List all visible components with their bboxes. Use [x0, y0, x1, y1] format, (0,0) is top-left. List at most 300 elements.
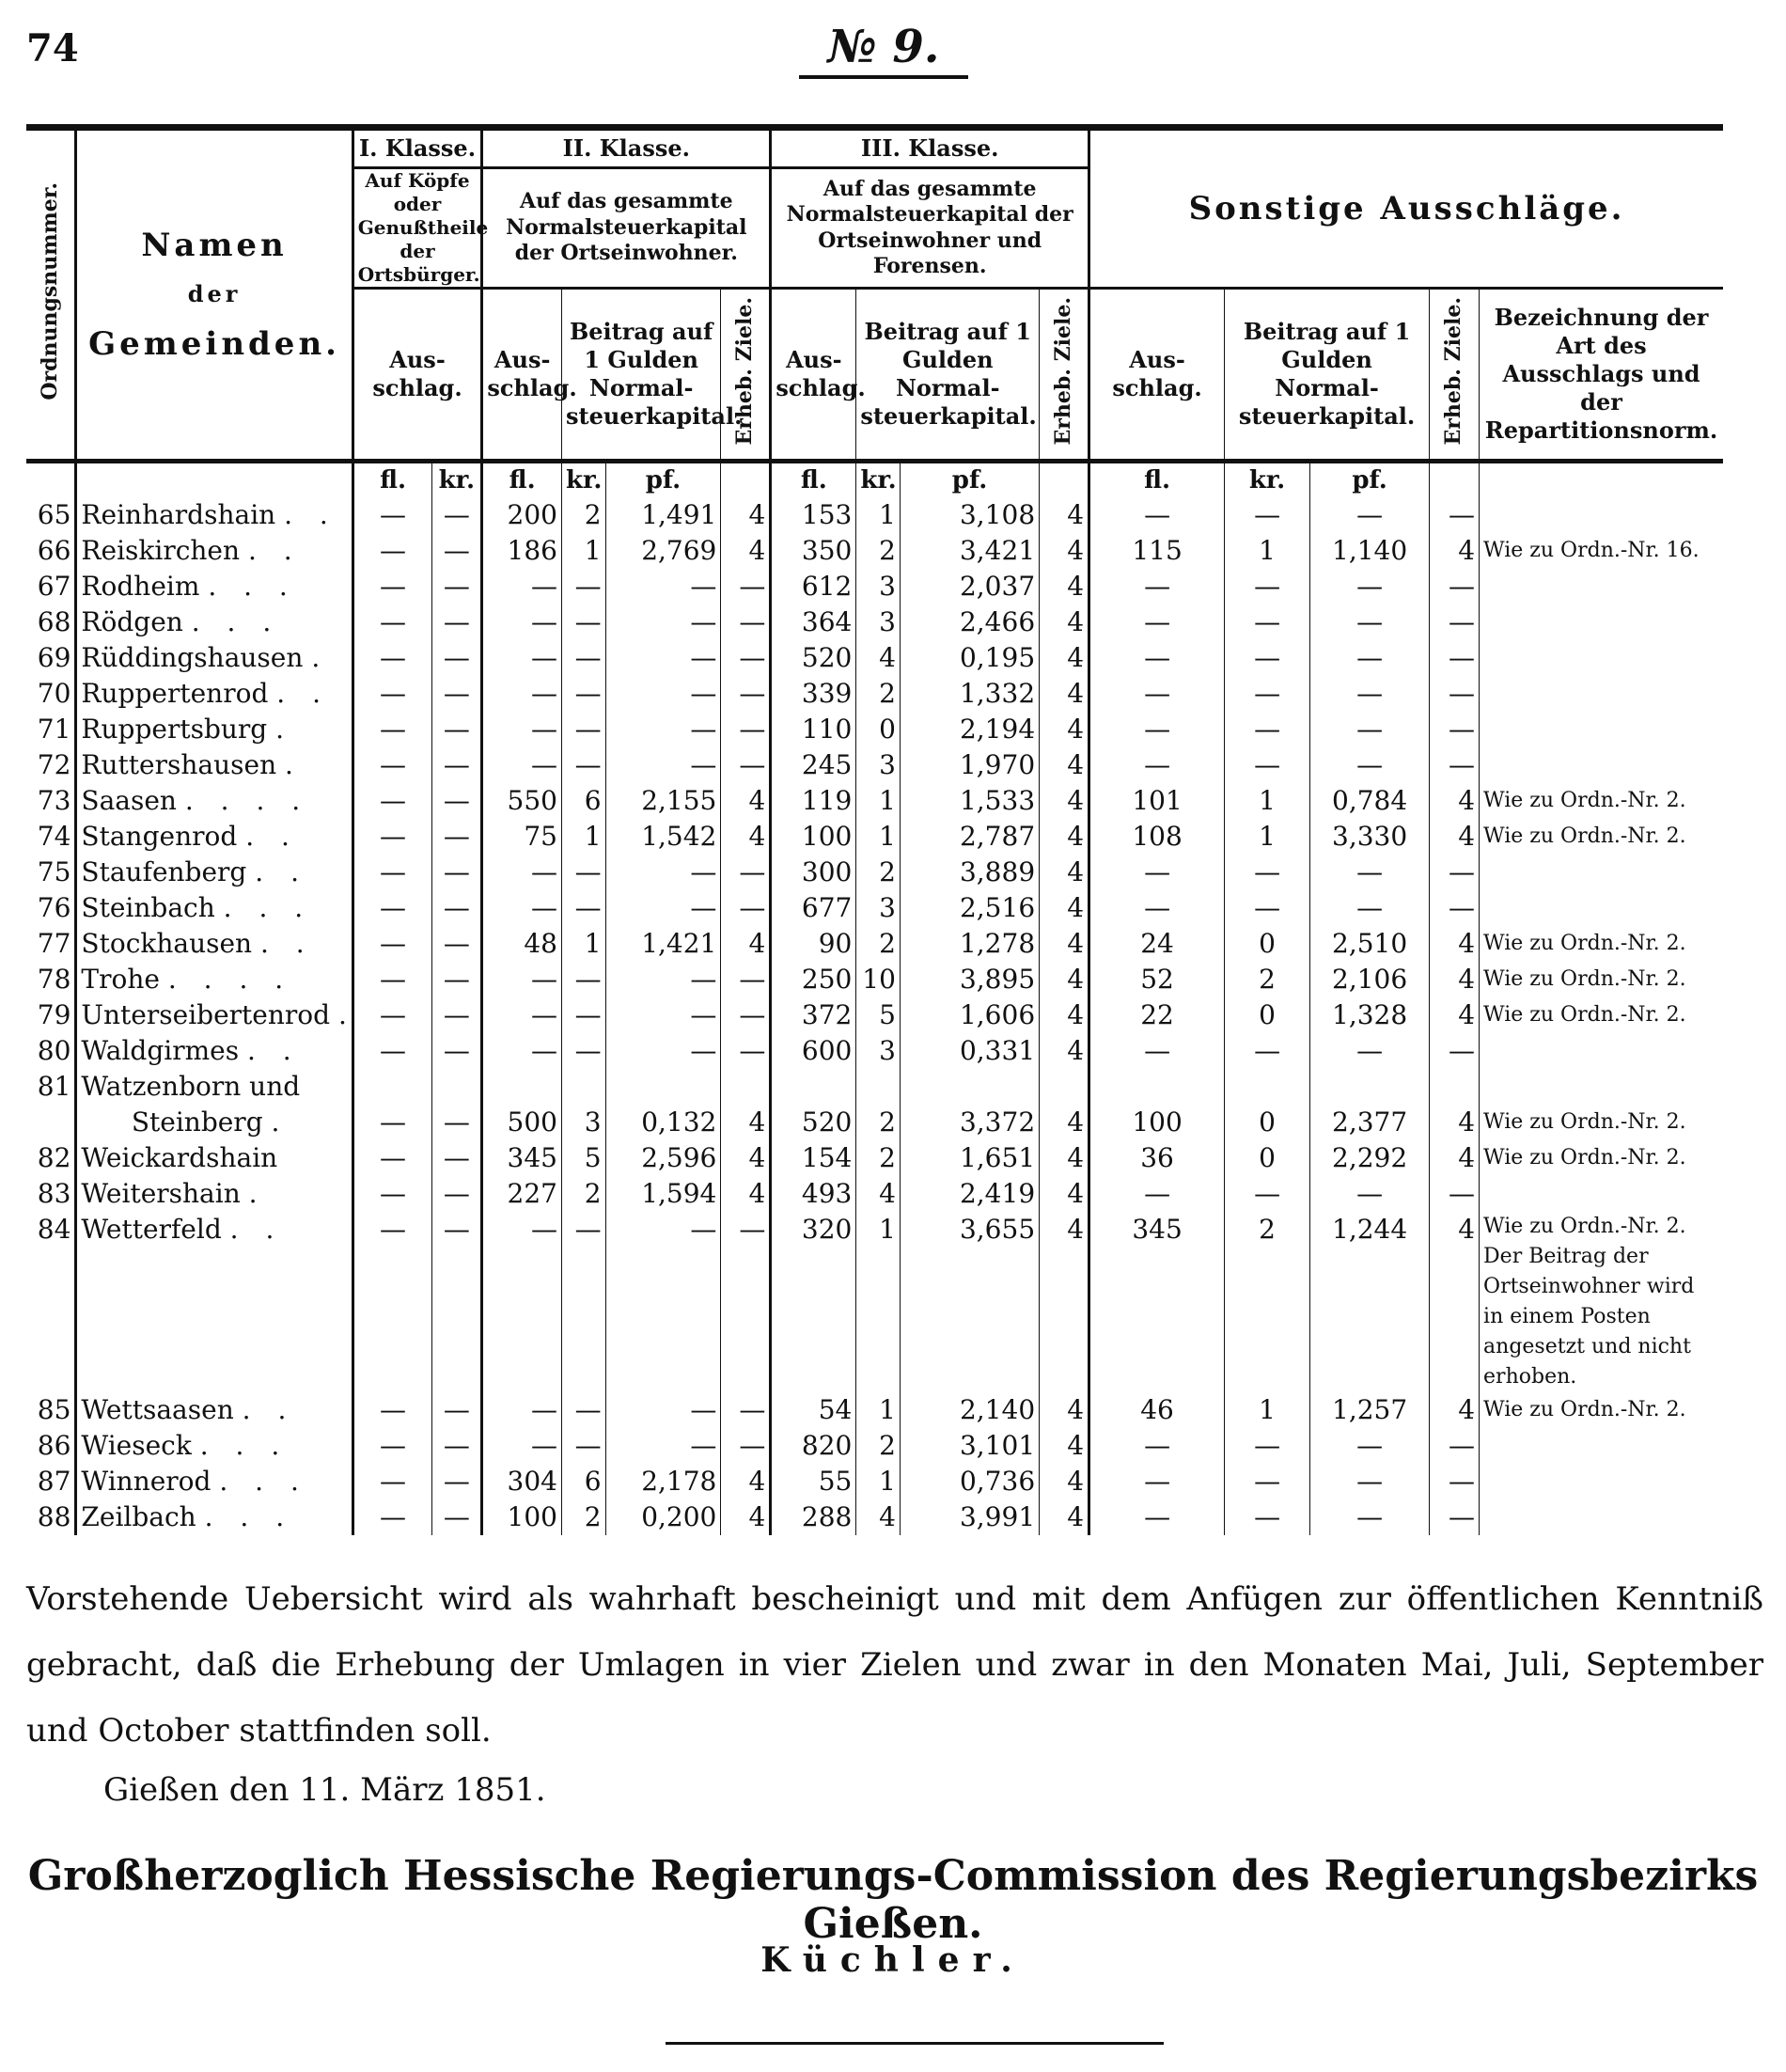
cell-k3-z: 4 [1040, 712, 1089, 747]
s-ausschlag-header: Aus-schlag. [1089, 289, 1225, 462]
cell-s-pf: — [1310, 747, 1430, 783]
cell-k2-kr: — [562, 676, 606, 712]
k2-ausschlag-header: Aus-schlag. [482, 289, 562, 462]
cell-k2-kr: — [562, 855, 606, 890]
cell-k3-aus: 300 [771, 855, 856, 890]
cell-name [76, 997, 356, 1033]
table-row [26, 855, 1723, 890]
leader-dots: . . [276, 678, 330, 709]
cell-remark [1480, 1176, 1723, 1212]
cell-k2-z: — [721, 640, 771, 676]
leader-dots: . . . . [167, 964, 293, 995]
leader-dots: . . . [208, 571, 297, 602]
cell-nr: 67 [37, 571, 71, 602]
cell-k3-aus: 54 [771, 1392, 856, 1428]
cell-k1-kr: — [432, 1140, 482, 1176]
cell-nr: 78 [37, 964, 71, 995]
cell-k2-kr: 3 [562, 1105, 606, 1140]
cell-name [76, 533, 352, 569]
municipality-name: Stangenrod [81, 821, 238, 852]
cell-s-kr: — [1225, 855, 1310, 890]
cell-nr: 69 [37, 642, 71, 673]
cell-nr: 81 [37, 1071, 71, 1102]
cell-nr [26, 1105, 76, 1140]
table-row [26, 1464, 1723, 1499]
leader-dots: . . . [204, 1501, 294, 1532]
cell-k2-kr: — [562, 962, 606, 997]
cell-nr: 70 [37, 678, 71, 709]
page-number: 74 [26, 26, 79, 71]
cell-s-aus: — [1089, 890, 1225, 926]
cell-s-pf: — [1310, 676, 1430, 712]
cell-k2-pf: 1,491 [605, 497, 721, 533]
table-row [26, 890, 1723, 926]
cell-k1-kr: — [432, 997, 482, 1033]
cell-k1-fl: — [352, 962, 432, 997]
cell-name [76, 1033, 352, 1069]
cell-s-kr: — [1225, 604, 1310, 640]
cell-k3-z: 4 [1040, 1033, 1089, 1069]
cell-s-kr: — [1225, 890, 1310, 926]
cell-k1-kr: — [432, 1033, 482, 1069]
cell-k2-aus: 186 [482, 533, 562, 569]
cell-s-pf: 1,257 [1310, 1392, 1430, 1428]
leader-dots: . [271, 1107, 290, 1138]
cell-k1-kr: — [432, 569, 482, 604]
cell-k3-z [1040, 1069, 1089, 1105]
cell-k2-kr: 2 [562, 1499, 606, 1535]
cell-k1-kr [432, 1069, 482, 1105]
cell-k3-kr: 2 [856, 676, 901, 712]
cell-k2-pf: — [605, 676, 721, 712]
cell-s-z: 4 [1430, 926, 1480, 962]
cell-s-z: 4 [1430, 1392, 1480, 1428]
leader-dots: . [248, 1178, 267, 1209]
cell-name [76, 747, 352, 783]
cell-k3-kr: 2 [856, 1428, 901, 1464]
issuing-authority: Großherzoglich Hessische Regierungs-Commission des Regierungsbezirks Gießen. [27, 1852, 1759, 1948]
cell-name [76, 819, 352, 855]
cell-k3-kr: 3 [856, 747, 901, 783]
cell-k2-aus: — [482, 1428, 562, 1464]
table-row [26, 497, 1723, 533]
municipality-name: Ruppertsburg [81, 714, 268, 745]
cell-k2-kr: 6 [562, 1464, 606, 1499]
cell-s-pf [1310, 1069, 1430, 1105]
cell-s-aus: — [1089, 1464, 1225, 1499]
cell-s-aus: 108 [1089, 819, 1225, 855]
cell-k3-pf: 3,372 [900, 1105, 1039, 1140]
cell-s-kr: 1 [1225, 819, 1310, 855]
cell-k3-z: 4 [1040, 1428, 1089, 1464]
table-row [26, 1428, 1723, 1464]
cell-k2-pf [605, 1069, 721, 1105]
cell-k2-pf: — [605, 712, 721, 747]
s-ziele-header: Erheb. Ziele. [1430, 289, 1480, 462]
cell-k3-aus: 245 [771, 747, 856, 783]
cell-s-aus: 100 [1089, 1105, 1225, 1140]
cell-s-aus: 22 [1089, 997, 1225, 1033]
date-line: Gießen den 11. März 1851. [103, 1771, 546, 1809]
cell-k3-aus: 288 [771, 1499, 856, 1535]
cell-k3-aus: 364 [771, 604, 856, 640]
cell-s-z: — [1430, 712, 1480, 747]
cell-k1-kr: — [432, 1428, 482, 1464]
cell-k2-pf: — [605, 890, 721, 926]
cell-k2-pf: 0,200 [605, 1499, 721, 1535]
cell-s-pf: — [1310, 1033, 1430, 1069]
cell-k2-kr: — [562, 1212, 606, 1392]
cell-k1-fl: — [352, 855, 432, 890]
cell-nr: 71 [37, 714, 71, 745]
cell-k2-z: — [721, 712, 771, 747]
cell-s-kr: — [1225, 1499, 1310, 1535]
cell-k2-z: — [721, 890, 771, 926]
cell-nr: 76 [37, 892, 71, 923]
cell-k2-z: — [721, 676, 771, 712]
cell-k1-kr: — [432, 1499, 482, 1535]
cell-s-pf: — [1310, 1464, 1430, 1499]
cell-k2-pf: 2,178 [605, 1464, 721, 1499]
cell-k2-pf: — [605, 962, 721, 997]
cell-name [76, 1428, 352, 1464]
cell-k2-pf: 0,132 [605, 1105, 721, 1140]
cell-s-aus: — [1089, 497, 1225, 533]
municipality-name: Wettsaasen [81, 1394, 234, 1425]
table-body [26, 497, 1723, 1535]
cell-k3-pf: 1,332 [900, 676, 1039, 712]
cell-k3-z: 4 [1040, 533, 1089, 569]
cell-k2-z: 4 [721, 1176, 771, 1212]
cell-k2-pf: — [605, 569, 721, 604]
cell-nr: 79 [37, 999, 71, 1030]
municipality-name: Ruppertenrod [81, 678, 269, 709]
ordnungsnummer-header: Ordnungsnummer. [26, 128, 76, 462]
cell-k2-pf: 2,769 [605, 533, 721, 569]
leader-dots: . . . . [184, 785, 310, 816]
cell-s-aus: — [1089, 1176, 1225, 1212]
cell-remark: Wie zu Ordn.-Nr. 2. [1480, 783, 1723, 819]
cell-k1-fl [352, 1069, 432, 1105]
leader-dots: . . [260, 928, 314, 959]
cell-k3-aus: 520 [771, 640, 856, 676]
cell-nr: 80 [37, 1035, 71, 1066]
cell-nr: 74 [37, 821, 71, 852]
klasse2-header: II. Klasse. [482, 128, 771, 168]
cell-s-kr: 0 [1225, 1105, 1310, 1140]
cell-k1-kr: — [432, 712, 482, 747]
table-row [26, 747, 1723, 783]
cell-k1-kr: — [432, 783, 482, 819]
cell-remark [1480, 1033, 1723, 1069]
table-row [26, 604, 1723, 640]
cell-remark [1480, 1428, 1723, 1464]
cell-remark [1480, 712, 1723, 747]
cell-k2-aus: 227 [482, 1176, 562, 1212]
cell-nr: 73 [37, 785, 71, 816]
cell-k3-z: 4 [1040, 604, 1089, 640]
cell-k2-aus: — [482, 855, 562, 890]
cell-s-aus: 24 [1089, 926, 1225, 962]
table-row [26, 640, 1723, 676]
cell-s-aus: 52 [1089, 962, 1225, 997]
cell-k1-fl: — [352, 1499, 432, 1535]
cell-k3-z: 4 [1040, 1140, 1089, 1176]
cell-k3-pf: 1,606 [900, 997, 1039, 1033]
cell-k3-aus [771, 1069, 856, 1105]
table-row [26, 997, 1723, 1033]
cell-k2-pf: — [605, 640, 721, 676]
cell-k3-pf: 3,889 [900, 855, 1039, 890]
cell-s-aus: 36 [1089, 1140, 1225, 1176]
cell-k2-aus: 200 [482, 497, 562, 533]
klasse2-subheader: Auf das gesammte Normalsteuerkapital der Ortseinwohner. [482, 168, 771, 289]
cell-k2-pf: 2,155 [605, 783, 721, 819]
cell-k3-kr: 2 [856, 533, 901, 569]
leader-dots: . [337, 999, 356, 1030]
cell-s-kr [1225, 1069, 1310, 1105]
table-row [26, 1140, 1723, 1176]
end-rule [666, 2042, 1164, 2045]
cell-k3-aus: 119 [771, 783, 856, 819]
cell-k2-pf: — [605, 1033, 721, 1069]
cell-name [76, 569, 352, 604]
cell-k3-pf: 1,970 [900, 747, 1039, 783]
cell-k3-kr: 3 [856, 604, 901, 640]
cell-k3-z: 4 [1040, 962, 1089, 997]
cell-k3-z: 4 [1040, 783, 1089, 819]
cell-remark: Wie zu Ordn.-Nr. 16. [1480, 533, 1723, 569]
cell-remark [1480, 747, 1723, 783]
cell-k2-kr: 6 [562, 783, 606, 819]
municipality-name: Rödgen [81, 606, 183, 637]
cell-k3-kr: 1 [856, 1212, 901, 1392]
cell-k1-kr: — [432, 962, 482, 997]
cell-k3-aus: 612 [771, 569, 856, 604]
cell-k2-z: — [721, 604, 771, 640]
cell-s-z: — [1430, 676, 1480, 712]
cell-k3-z: 4 [1040, 569, 1089, 604]
cell-nr: 86 [37, 1430, 71, 1461]
cell-k1-kr: — [432, 640, 482, 676]
cell-k3-pf: 2,140 [900, 1392, 1039, 1428]
cell-name [76, 497, 352, 533]
cell-k3-aus: 100 [771, 819, 856, 855]
cell-k3-pf: 3,991 [900, 1499, 1039, 1535]
cell-k1-kr: — [432, 1392, 482, 1428]
cell-k2-aus: 75 [482, 819, 562, 855]
cell-k2-kr: — [562, 1428, 606, 1464]
cell-k3-pf: 3,108 [900, 497, 1039, 533]
cell-k1-fl: — [352, 1140, 432, 1176]
cell-k2-z: 4 [721, 1464, 771, 1499]
cell-remark: Wie zu Ordn.-Nr. 2. [1480, 997, 1723, 1033]
cell-s-kr: — [1225, 1176, 1310, 1212]
cell-k3-aus: 600 [771, 1033, 856, 1069]
cell-k3-z: 4 [1040, 890, 1089, 926]
document-number: № 9. [799, 21, 968, 79]
cell-k2-pf: — [605, 997, 721, 1033]
cell-k2-aus: — [482, 640, 562, 676]
cell-k3-pf: 1,651 [900, 1140, 1039, 1176]
cell-name [76, 640, 352, 676]
table-row [26, 1033, 1723, 1069]
municipality-name: Watzenborn und [81, 1071, 301, 1102]
cell-k3-aus: 350 [771, 533, 856, 569]
unit-fl: fl. [771, 462, 856, 498]
leader-dots: . . [284, 499, 337, 530]
cell-k2-z [721, 1069, 771, 1105]
cell-remark: Wie zu Ordn.-Nr. 2. Der Beitrag der Ortseinwohner wird in einem Posten angesetzt und nicht erhoben. [1480, 1212, 1723, 1392]
cell-s-pf: — [1310, 640, 1430, 676]
cell-k1-fl: — [352, 676, 432, 712]
cell-k2-aus: — [482, 569, 562, 604]
s-bezeichnung-header: Bezeichnung der Art des Ausschlags und der Repartitionsnorm. [1480, 289, 1723, 462]
cell-k3-z: 4 [1040, 819, 1089, 855]
cell-k2-z: 4 [721, 926, 771, 962]
k3-ausschlag-header: Aus-schlag. [771, 289, 856, 462]
cell-k3-kr: 5 [856, 997, 901, 1033]
cell-s-kr: — [1225, 569, 1310, 604]
cell-k3-pf: 3,655 [900, 1212, 1039, 1392]
cell-k2-aus: 100 [482, 1499, 562, 1535]
cell-k3-aus: 110 [771, 712, 856, 747]
municipality-name: Weitershain [81, 1178, 241, 1209]
certification-text: Vorstehende Uebersicht wird als wahrhaft bescheinigt und mit dem Anfügen zur öffentlichen Kenntniß gebracht, daß die Erhebung der Umlagen in vier Zielen und zwar in den Monaten Mai, Juli, September und October stattfinden soll. [26, 1580, 1763, 1750]
municipality-name: Rodheim [81, 571, 200, 602]
cell-k2-aus: 550 [482, 783, 562, 819]
cell-s-aus: — [1089, 1499, 1225, 1535]
cell-k3-aus: 493 [771, 1176, 856, 1212]
cell-remark [1480, 676, 1723, 712]
cell-k2-aus: — [482, 747, 562, 783]
municipality-name: Wieseck [81, 1430, 192, 1461]
municipality-name: Steinbach [81, 892, 215, 923]
cell-k2-kr: 1 [562, 926, 606, 962]
cell-k1-fl: — [352, 569, 432, 604]
cell-s-z: 4 [1430, 1212, 1480, 1392]
cell-k1-fl: — [352, 783, 432, 819]
cell-s-z: 4 [1430, 783, 1480, 819]
cell-s-z: — [1430, 1464, 1480, 1499]
cell-s-pf: 3,330 [1310, 819, 1430, 855]
cell-remark: Wie zu Ordn.-Nr. 2. [1480, 926, 1723, 962]
unit-pf: pf. [605, 462, 721, 498]
municipality-name: Weickardshain [81, 1142, 278, 1173]
cell-k2-kr: — [562, 747, 606, 783]
cell-k2-aus: — [482, 962, 562, 997]
municipality-name: Reinhardshain [81, 499, 276, 530]
cell-nr: 65 [37, 499, 71, 530]
cell-k2-kr: 5 [562, 1140, 606, 1176]
cell-k1-kr: — [432, 1212, 482, 1392]
municipality-name: Reiskirchen [81, 535, 241, 566]
leader-dots: . . . [223, 892, 313, 923]
cell-s-aus: — [1089, 1033, 1225, 1069]
cell-s-z: — [1430, 497, 1480, 533]
cell-k3-z: 4 [1040, 1105, 1089, 1140]
municipality-name: Ruttershausen [81, 749, 277, 780]
cell-k3-kr: 4 [856, 1176, 901, 1212]
cell-k3-z: 4 [1040, 497, 1089, 533]
cell-s-pf: — [1310, 1499, 1430, 1535]
cell-s-z [1430, 1069, 1480, 1105]
cell-k2-kr: — [562, 997, 606, 1033]
table-row [26, 926, 1723, 962]
municipality-name: Unterseibertenrod [81, 999, 331, 1030]
cell-k1-fl: — [352, 747, 432, 783]
namen-header: Namen der Gemeinden. [76, 128, 352, 462]
cell-s-kr: 1 [1225, 533, 1310, 569]
cell-name [76, 1140, 352, 1176]
cell-k2-pf: — [605, 1392, 721, 1428]
cell-k3-kr: 1 [856, 783, 901, 819]
cell-k3-z: 4 [1040, 640, 1089, 676]
cell-k2-z: 4 [721, 533, 771, 569]
cell-remark [1480, 640, 1723, 676]
cell-k1-kr: — [432, 890, 482, 926]
leader-dots: . . [242, 1394, 296, 1425]
cell-nr: 82 [37, 1142, 71, 1173]
cell-k2-kr: — [562, 890, 606, 926]
table-row [26, 569, 1723, 604]
cell-name [76, 962, 352, 997]
cell-k2-kr: — [562, 569, 606, 604]
cell-s-aus: — [1089, 747, 1225, 783]
klasse1-subheader: Auf Köpfe oder Genußtheile der Ortsbürger. [352, 168, 482, 289]
cell-k3-pf: 2,787 [900, 819, 1039, 855]
cell-remark [1480, 1069, 1723, 1105]
cell-s-kr: — [1225, 1464, 1310, 1499]
cell-k3-kr: 2 [856, 926, 901, 962]
table-row [26, 676, 1723, 712]
table-row [26, 1392, 1723, 1428]
k2-beitrag-header: Beitrag auf 1 Gulden Normal-steuerkapital. [562, 289, 721, 462]
cell-s-kr: 0 [1225, 1140, 1310, 1176]
cell-s-pf: — [1310, 569, 1430, 604]
cell-s-z: — [1430, 604, 1480, 640]
cell-k2-aus: — [482, 890, 562, 926]
cell-k3-pf: 3,101 [900, 1428, 1039, 1464]
cell-k1-kr: — [432, 1105, 482, 1140]
k2-ziele-header: Erheb. Ziele. [721, 289, 771, 462]
cell-nr: 72 [37, 749, 71, 780]
cell-name [76, 1392, 352, 1428]
cell-s-z: — [1430, 747, 1480, 783]
cell-s-z: — [1430, 890, 1480, 926]
cell-k3-kr: 0 [856, 712, 901, 747]
cell-nr: 68 [37, 606, 71, 637]
municipality-name: Trohe [81, 964, 160, 995]
leader-dots: . [275, 714, 294, 745]
cell-k3-kr: 1 [856, 1464, 901, 1499]
cell-name [76, 926, 352, 962]
municipality-name: Zeilbach [81, 1501, 196, 1532]
klasse1-header: I. Klasse. [352, 128, 482, 168]
table-row [26, 1212, 1723, 1392]
cell-k1-fl: — [352, 1176, 432, 1212]
cell-name [76, 1464, 352, 1499]
cell-k3-kr: 2 [856, 1140, 901, 1176]
leader-dots: . [285, 749, 303, 780]
municipality-name: Rüddingshausen [81, 642, 304, 673]
cell-s-pf: 1,140 [1310, 533, 1430, 569]
cell-k3-z: 4 [1040, 1464, 1089, 1499]
cell-remark: Wie zu Ordn.-Nr. 2. [1480, 962, 1723, 997]
cell-k3-kr: 3 [856, 1033, 901, 1069]
cell-k2-pf: 1,594 [605, 1176, 721, 1212]
cell-s-pf: — [1310, 1176, 1430, 1212]
